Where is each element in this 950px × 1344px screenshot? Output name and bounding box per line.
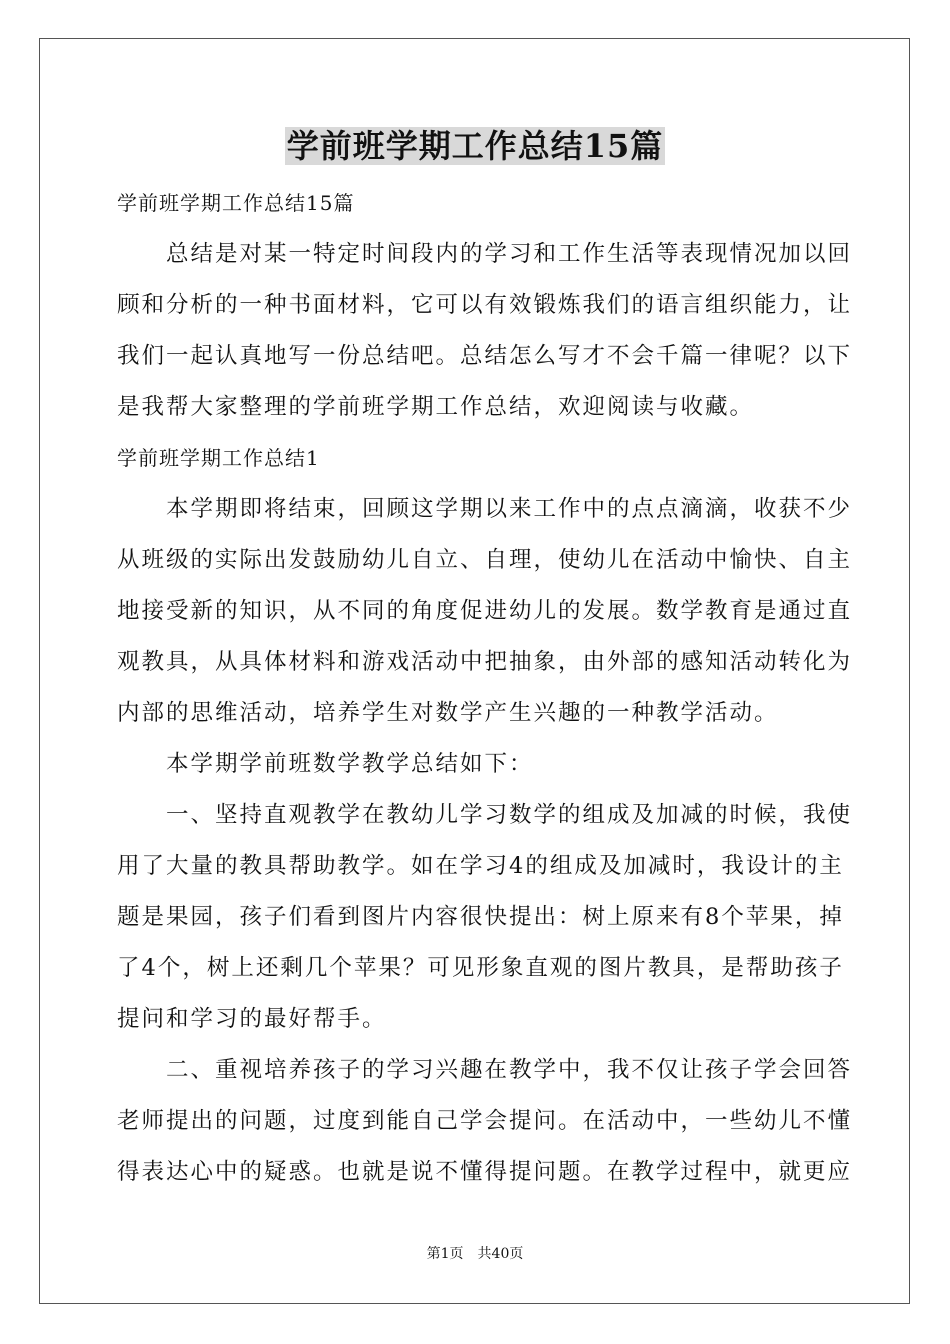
body-line: 提问和学习的最好帮手。 <box>117 1006 387 1032</box>
section-heading: 学前班学期工作总结1 <box>117 446 320 470</box>
body-line: 二、重视培养孩子的学习兴趣在教学中，我不仅让孩子学会回答 <box>117 1057 853 1083</box>
body-line: 我们一起认真地写一份总结吧。总结怎么写才不会千篇一律呢？以下 <box>117 343 853 369</box>
body-line: 内部的思维活动，培养学生对数学产生兴趣的一种教学活动。 <box>117 700 779 726</box>
body-line: 一、坚持直观教学在教幼儿学习数学的组成及加减的时候，我使 <box>117 802 853 828</box>
body-line: 地接受新的知识，从不同的角度促进幼儿的发展。数学教育是通过直 <box>117 598 853 624</box>
body-line: 本学期学前班数学教学总结如下： <box>117 751 534 777</box>
document-body <box>117 178 853 1198</box>
body-line: 用了大量的教具帮助教学。如在学习4的组成及加减时，我设计的主 <box>117 853 844 879</box>
body-line: 从班级的实际出发鼓励幼儿自立、自理，使幼儿在活动中愉快、自主 <box>117 547 853 573</box>
document-title-text: 学前班学期工作总结15篇 <box>286 127 664 165</box>
body-line: 观教具，从具体材料和游戏活动中把抽象，由外部的感知活动转化为 <box>117 649 853 675</box>
body-line: 了4个，树上还剩几个苹果？可见形象直观的图片教具，是帮助孩子 <box>117 955 844 981</box>
page-number-label: 第1页 共40页 <box>426 1246 524 1262</box>
body-line: 题是果园，孩子们看到图片内容很快提出：树上原来有8个苹果，掉 <box>117 904 844 930</box>
section-heading: 学前班学期工作总结15篇 <box>117 191 355 215</box>
body-line: 是我帮大家整理的学前班学期工作总结，欢迎阅读与收藏。 <box>117 394 755 420</box>
body-line: 老师提出的问题，过度到能自己学会提问。在活动中，一些幼儿不懂 <box>117 1108 853 1134</box>
body-line: 得表达心中的疑惑。也就是说不懂得提问题。在教学过程中，就更应 <box>117 1159 853 1185</box>
body-line: 总结是对某一特定时间段内的学习和工作生活等表现情况加以回 <box>117 241 853 267</box>
body-line: 顾和分析的一种书面材料，它可以有效锻炼我们的语言组织能力，让 <box>117 292 853 318</box>
body-line: 本学期即将结束，回顾这学期以来工作中的点点滴滴，收获不少 <box>117 496 853 522</box>
document-title <box>0 122 950 170</box>
page-footer <box>0 1245 950 1263</box>
